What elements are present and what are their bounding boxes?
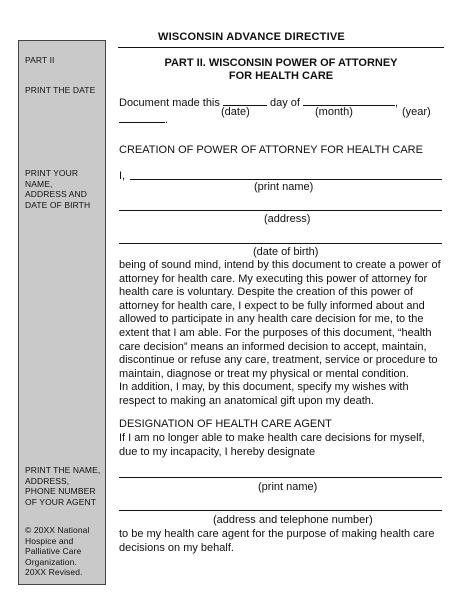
agent-address-line[interactable] <box>119 510 442 511</box>
sidebar-print-name-line3: DATE OF BIRTH <box>25 199 91 210</box>
date-end-punct: . <box>165 113 169 126</box>
part-heading-line1: PART II. WISCONSIN POWER OF ATTORNEY <box>164 57 398 69</box>
anatomical-gift-text: In addition, I may, by this document, specify my wishes with respect to making an anatomical gift upon my death. <box>119 381 409 407</box>
part-heading-line2: FOR HEALTH CARE <box>228 70 334 82</box>
sidebar-copyright-line4: Organization. <box>25 556 77 567</box>
sidebar-part-label: PART II <box>25 55 55 65</box>
document-title: WISCONSIN ADVANCE DIRECTIVE <box>158 31 345 43</box>
dob-caption: (date of birth) <box>253 246 319 258</box>
intent-paragraph: being of sound mind, intend by this document to create a power of attorney for health care. My executing this power of attorney for health care is voluntary. Despite the creation of this power of attorney for health care, I expect to be fully informed about and allowed to participate in any health care decision for me, to the extent that I am able. For the purposes of this document, “health care decision” means an informed decision to accept, maintain, discontinue or refuse any care, treatment, service or procedure to maintain, diagnose or treat my physical or mental condition. <box>119 259 441 380</box>
creation-heading: CREATION OF POWER OF ATTORNEY FOR HEALTH CARE <box>119 144 423 156</box>
sidebar-agent-line2: ADDRESS, <box>25 475 70 486</box>
year-blank[interactable] <box>119 111 165 123</box>
designation-text: If I am no longer able to make health care decisions for myself, due to my incapacity, I hereby designate <box>119 432 425 458</box>
sidebar-print-name-line1: PRINT YOUR NAME, <box>25 168 79 189</box>
designation-paragraph <box>119 432 446 459</box>
creation-paragraph <box>119 259 446 381</box>
year-caption: (year) <box>402 106 431 118</box>
agent-closing-paragraph <box>119 528 446 555</box>
date-line: Document made this day of , . <box>119 94 446 127</box>
sidebar-agent-note <box>25 465 105 507</box>
sidebar-copyright-line5: 20XX Revised. <box>25 567 83 577</box>
name-line[interactable] <box>130 179 442 180</box>
dob-line[interactable] <box>119 243 442 244</box>
day-of-text: day of <box>270 97 300 109</box>
agent-closing-text: to be my health care agent for the purpose of making health care decisions on my behalf. <box>119 528 435 554</box>
part-heading <box>118 57 444 83</box>
anatomical-gift-paragraph <box>119 381 446 408</box>
month-blank[interactable] <box>303 94 395 106</box>
sidebar-copyright-line2: Hospice and <box>25 535 74 546</box>
sidebar-copyright-line3: Palliative Care <box>25 546 82 556</box>
agent-name-line[interactable] <box>119 477 442 478</box>
sidebar-print-name-note <box>25 168 105 210</box>
designation-heading: DESIGNATION OF HEALTH CARE AGENT <box>119 418 332 430</box>
sidebar-agent-line4: OF YOUR AGENT <box>25 496 97 507</box>
title-rule <box>118 47 444 48</box>
agent-name-caption: (print name) <box>258 481 318 493</box>
i-prefix: I, <box>119 170 126 182</box>
sidebar-print-name-line2: ADDRESS AND <box>25 189 88 199</box>
date-blank[interactable] <box>223 94 267 106</box>
sidebar-copyright-line1: © 20XX National <box>25 525 90 535</box>
sidebar-agent-line3: PHONE NUMBER <box>25 486 96 496</box>
sidebar-agent-line1: PRINT THE NAME, <box>25 465 101 475</box>
address-caption: (address) <box>264 213 311 225</box>
date-caption: (date) <box>221 106 250 118</box>
agent-address-caption: (address and telephone number) <box>213 514 373 526</box>
sidebar-print-date-note: PRINT THE DATE <box>25 85 96 95</box>
address-line[interactable] <box>119 210 442 211</box>
month-caption: (month) <box>315 106 353 118</box>
sidebar-copyright-note <box>25 525 105 578</box>
made-this-text: Document made this <box>119 97 220 109</box>
sidebar-margin-panel <box>18 40 106 585</box>
print-name-caption: (print name) <box>254 181 314 193</box>
